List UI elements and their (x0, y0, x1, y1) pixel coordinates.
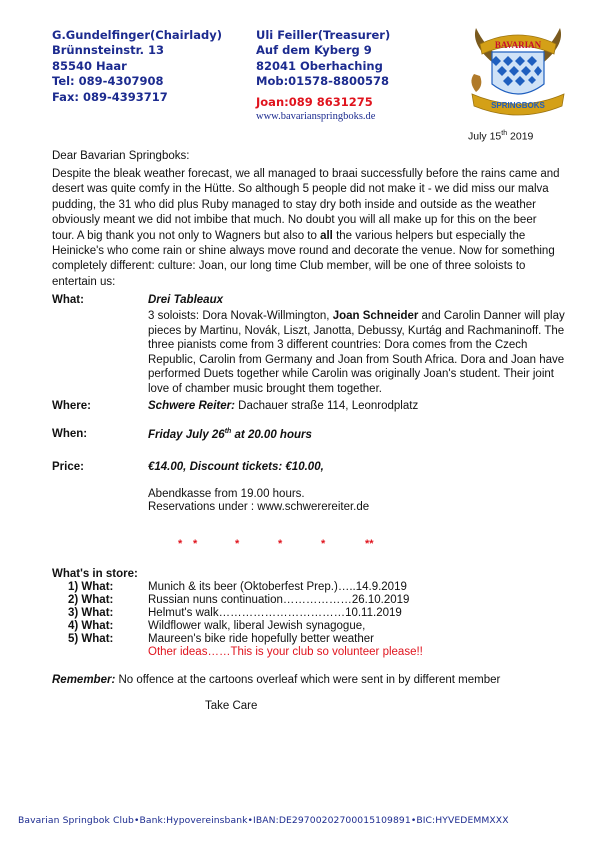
reservations-info: Reservations under : www.schwerereiter.de (148, 501, 370, 513)
chairlady-name: G.Gundelfinger(Chairlady) (52, 28, 222, 42)
chairlady-city: 85540 Haar (52, 58, 127, 73)
store-item-5-number: 5) What: (68, 633, 114, 645)
event-description: 3 soloists: Dora Novak-Willmington, Joan Schneider and Carolin Danner will play pieces by Martinu, Novák, Liszt, Janotta, Debussy, Kurtág and Rachmaninoff. The three pianists come from 3 different countries: Dora comes from the Czech Republic, Carolin from Germany and Joan from South Africa. Dora and Joan have performed Duets together while Carolin was originally Joan's student. Their joint love of chamber music brought them together. (148, 310, 565, 395)
when-label: When: (52, 428, 88, 440)
what-label: What: (52, 294, 84, 306)
remember-note: Remember: No offence at the cartoons overleaf which were sent in by different member (52, 674, 501, 686)
letter-date: July 15th 2019 (468, 130, 534, 143)
chairlady-address-block (52, 28, 222, 105)
treasurer-street: Auf dem Kyberg 9 (256, 43, 372, 58)
treasurer-city: 82041 Oberhaching (256, 58, 383, 73)
other-ideas: Other ideas……This is your club so volunteer please!! (148, 646, 423, 658)
store-item-4-number: 4) What: (68, 620, 114, 632)
bavarian-springboks-logo (458, 22, 578, 122)
store-item-5: Maureen's bike ride hopefully better weather (148, 633, 374, 645)
star-6: ** (365, 538, 374, 550)
website-link[interactable]: www.bavarianspringboks.de (256, 111, 376, 122)
treasurer-name: Uli Feiller(Treasurer) (256, 28, 391, 42)
chairlady-fax: Fax: 089-4393717 (52, 89, 168, 104)
star-3: * (235, 538, 240, 550)
event-location: Schwere Reiter: Dachauer straße 114, Leonrodplatz (148, 400, 419, 412)
whats-in-store-label: What's in store: (52, 568, 138, 580)
body-paragraph: Despite the bleak weather forecast, we all managed to braai successfully before the rains came and desert was quite comfy in the Hütte. So although 5 people did not make it - we did miss our malva pudding, the 31 who did plus Ruby managed to stay dry both inside and outside as the weather obviously meant we did not imbibe that much. No doubt you will all make up for this on the beer tour. A big thank you not only to Wagners but also to all the various helpers but especially the Heinicke's who come rain or shine always move round and decorate the venue. Now for something completely different: culture: Joan, our long time Club member, will be one of three soloists to entertain us: (52, 168, 560, 288)
star-5: * (321, 538, 326, 550)
event-time: Friday July 26th at 20.00 hours (148, 428, 312, 441)
joan-phone: Joan:089 8631275 (256, 95, 373, 109)
price-label: Price: (52, 461, 84, 473)
chairlady-tel: Tel: 089-4307908 (52, 74, 164, 89)
store-item-1-number: 1) What: (68, 581, 114, 593)
where-label: Where: (52, 400, 91, 412)
salutation: Dear Bavarian Springboks: (52, 150, 190, 162)
event-title: Drei Tableaux (148, 294, 223, 306)
chairlady-street: Brünnsteinstr. 13 (52, 43, 165, 58)
star-4: * (278, 538, 283, 550)
treasurer-address-block (256, 28, 390, 90)
footer-bank-details: Bavarian Springbok Club•Bank:Hypovereinsbank•IBAN:DE29700202700015109891•BIC:HYVEDEMMXXX (18, 815, 509, 826)
store-item-4: Wildflower walk, liberal Jewish synagogue, (148, 620, 366, 632)
event-price: €14.00, Discount tickets: €10.00, (148, 461, 324, 473)
store-item-3: Helmut's walk……………………………10.11.2019 (148, 607, 402, 619)
store-item-2-number: 2) What: (68, 594, 114, 606)
logo-text: BAVARIAN (494, 40, 542, 50)
store-item-2: Russian nuns continuation………………26.10.2019 (148, 594, 410, 606)
treasurer-mob: Mob:01578-8800578 (256, 74, 389, 89)
logo-banner-text: SPRINGBOKS (491, 101, 545, 110)
closing: Take Care (205, 700, 258, 712)
box-office-info: Abendkasse from 19.00 hours. (148, 488, 305, 500)
star-2: * (193, 538, 198, 550)
store-item-1: Munich & its beer (Oktoberfest Prep.)…..14.9.2019 (148, 581, 407, 593)
store-item-3-number: 3) What: (68, 607, 114, 619)
star-1: * (178, 538, 183, 550)
